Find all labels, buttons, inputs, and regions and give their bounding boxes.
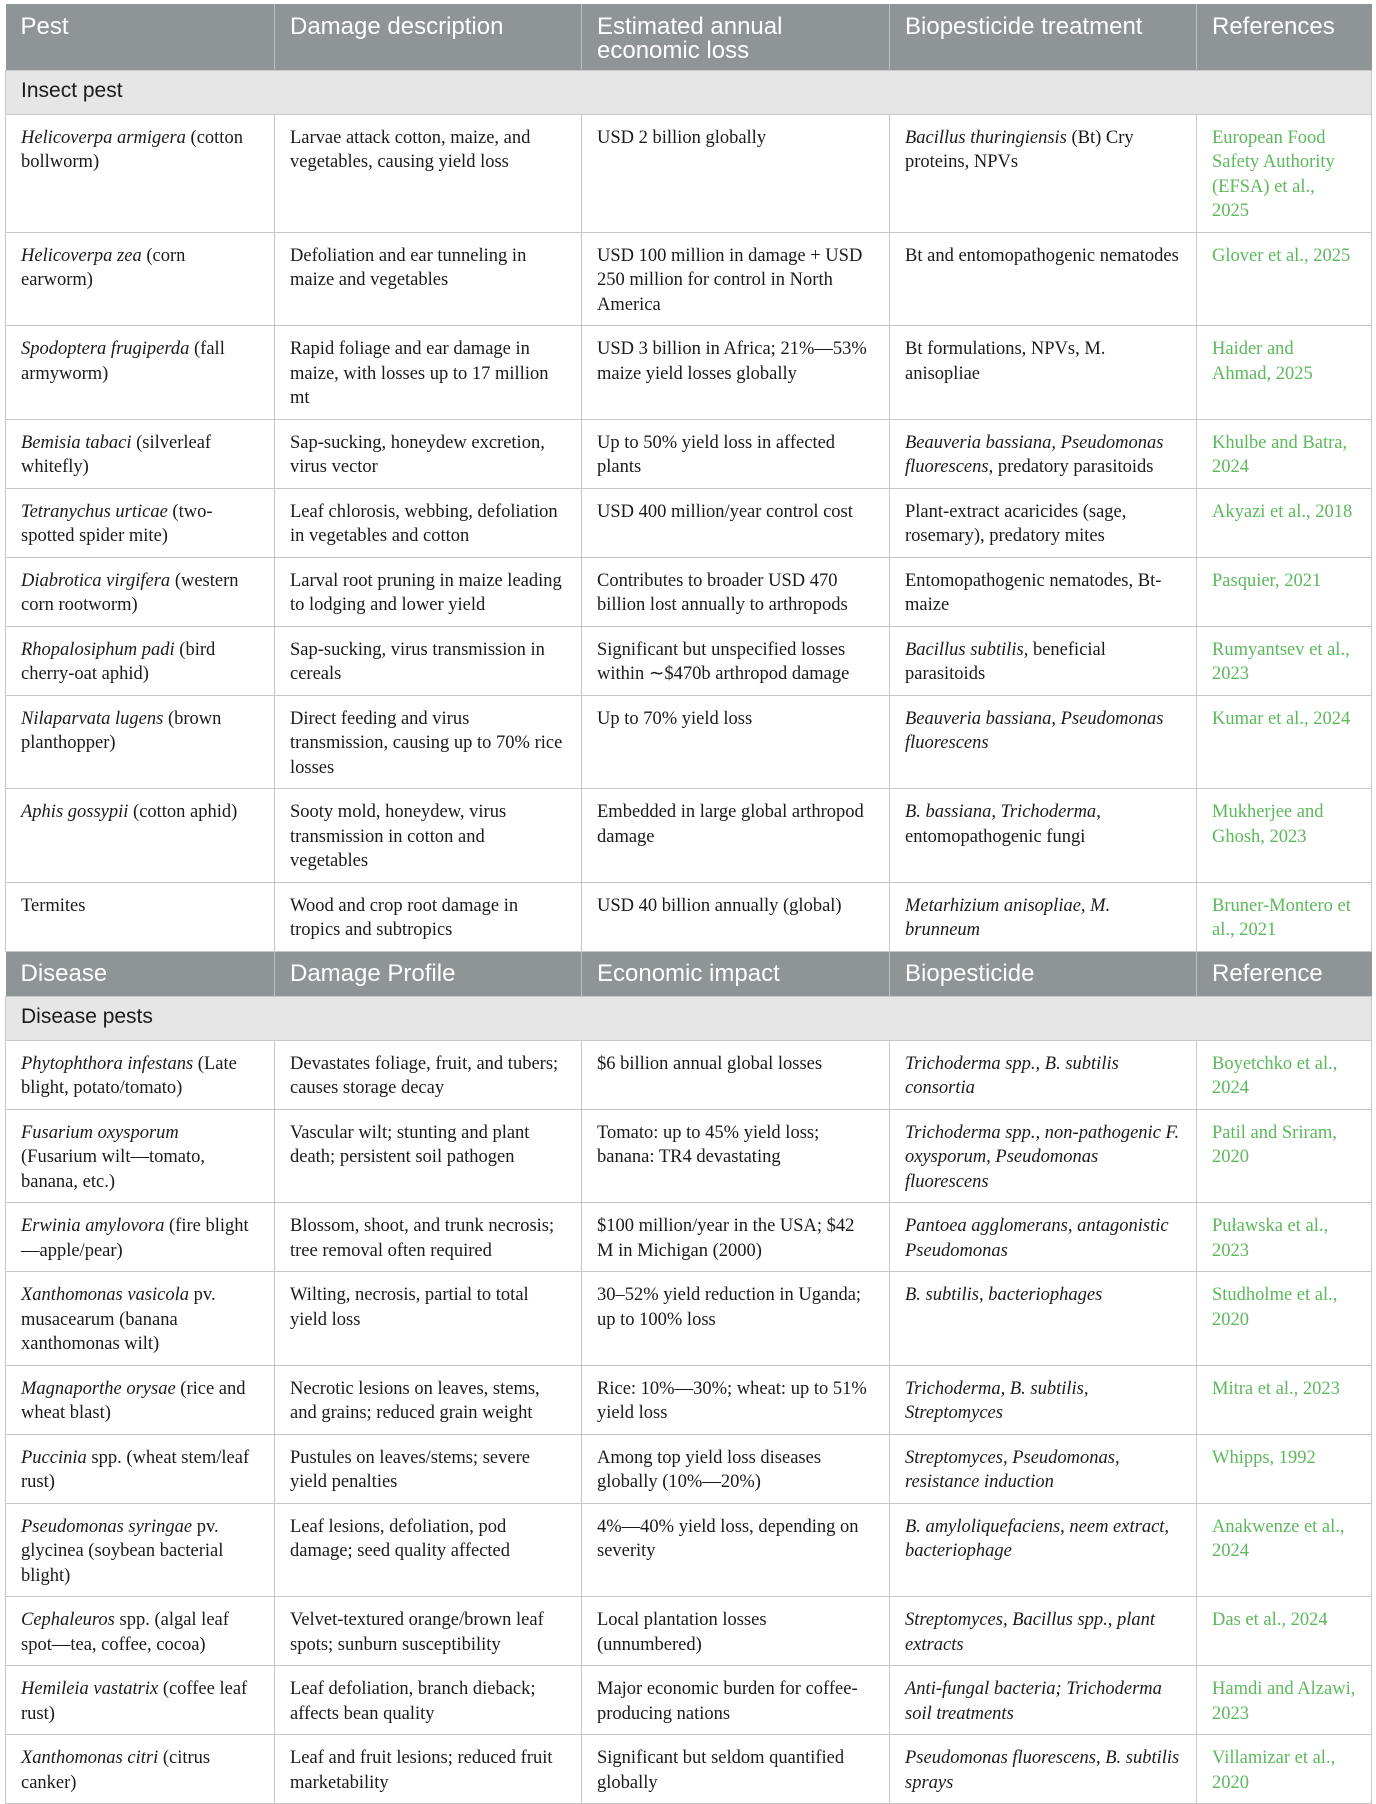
biopesticide-scientific: Streptomyces, Bacillus spp., plant extracts — [905, 1610, 1156, 1655]
table-row — [6, 1365, 1372, 1434]
damage-cell: Velvet-textured orange/brown leaf spots; sunburn susceptibility — [275, 1597, 582, 1666]
reference-link[interactable]: Khulbe and Batra, 2024 — [1197, 419, 1372, 488]
biopesticide-scientific: Bacillus subtilis — [905, 639, 1024, 660]
biopesticide-scientific: Pantoea agglomerans, antagonistic Pseudomonas — [905, 1216, 1169, 1261]
pest-scientific-name: Puccinia — [21, 1447, 87, 1468]
damage-cell: Direct feeding and virus transmission, causing up to 70% rice losses — [275, 695, 582, 789]
pest-cell — [6, 1040, 275, 1109]
biopesticide-cell — [890, 1666, 1197, 1735]
pest-cell — [6, 1666, 275, 1735]
pest-scientific-name: Erwinia amylovora — [21, 1216, 165, 1236]
reference-link[interactable]: Hamdi and Alzawi, 2023 — [1197, 1666, 1372, 1735]
biopesticide-text: Plant-extract acaricides (sage, rosemary), predatory mites — [905, 501, 1127, 546]
biopesticide-text: , entomopathogenic fungi — [905, 802, 1101, 847]
damage-cell: Sap-sucking, virus transmission in cereals — [275, 626, 582, 695]
pest-cell — [6, 1503, 275, 1597]
biopesticide-cell — [890, 232, 1197, 326]
pest-scientific-name: Fusarium oxysporum — [21, 1122, 179, 1143]
pest-scientific-name: Tetranychus urticae — [21, 501, 168, 522]
biopesticide-scientific: B. bassiana, Trichoderma — [905, 802, 1097, 822]
damage-cell: Vascular wilt; stunting and plant death; persistent soil pathogen — [275, 1109, 582, 1203]
biopesticide-cell — [890, 882, 1197, 951]
reference-link[interactable]: Mitra et al., 2023 — [1197, 1365, 1372, 1434]
pest-cell — [6, 695, 275, 789]
table-row — [6, 557, 1372, 626]
biopesticide-cell — [890, 1203, 1197, 1272]
pest-common-name: (coffee leaf rust) — [21, 1679, 248, 1724]
pest-scientific-name: Xanthomonas vasicola — [21, 1285, 190, 1305]
damage-cell: Defoliation and ear tunneling in maize and vegetables — [275, 232, 582, 326]
economic-loss-cell: USD 2 billion globally — [582, 114, 890, 232]
economic-loss-cell: Embedded in large global arthropod damage — [582, 789, 890, 883]
header-economic-impact: Economic impact — [582, 951, 890, 996]
pest-table — [5, 4, 1372, 1804]
biopesticide-cell — [890, 789, 1197, 883]
pest-scientific-name: Diabrotica virgifera — [21, 570, 171, 591]
biopesticide-scientific: Trichoderma spp., B. subtilis consortia — [905, 1053, 1119, 1098]
pest-cell — [6, 789, 275, 883]
pest-cell — [6, 1272, 275, 1366]
damage-cell: Necrotic lesions on leaves, stems, and grains; reduced grain weight — [275, 1365, 582, 1434]
damage-cell: Rapid foliage and ear damage in maize, with losses up to 17 million mt — [275, 326, 582, 420]
pest-common-name: (fire blight—apple/pear) — [21, 1216, 249, 1261]
reference-link[interactable]: Puławska et al., 2023 — [1197, 1203, 1372, 1272]
damage-cell: Larvae attack cotton, maize, and vegetables, causing yield loss — [275, 114, 582, 232]
pest-common-name: (western corn rootworm) — [21, 570, 239, 615]
header-disease: Disease — [6, 951, 275, 996]
damage-cell: Blossom, shoot, and trunk necrosis; tree removal often required — [275, 1203, 582, 1272]
header-reference: Reference — [1197, 951, 1372, 996]
biopesticide-cell — [890, 557, 1197, 626]
damage-cell: Leaf lesions, defoliation, pod damage; seed quality affected — [275, 1503, 582, 1597]
biopesticide-text: Entomopathogenic nematodes, Bt-maize — [905, 570, 1162, 615]
header-references: References — [1197, 4, 1372, 70]
reference-link[interactable]: Glover et al., 2025 — [1197, 232, 1372, 326]
pest-cell — [6, 488, 275, 557]
biopesticide-cell — [890, 1040, 1197, 1109]
pest-common-name: spp. (algal leaf spot—tea, coffee, cocoa) — [21, 1610, 229, 1655]
biopesticide-scientific: Streptomyces, Pseudomonas, resistance induction — [905, 1447, 1120, 1492]
biopesticide-scientific: Anti-fungal bacteria; Trichoderma soil treatments — [905, 1679, 1162, 1724]
pest-cell — [6, 1735, 275, 1804]
pest-scientific-name: Helicoverpa zea — [21, 245, 142, 266]
biopesticide-text: Bt formulations, NPVs, M. anisopliae — [905, 339, 1106, 384]
pest-cell — [6, 1203, 275, 1272]
damage-cell: Leaf defoliation, branch dieback; affects bean quality — [275, 1666, 582, 1735]
header-biopesticide: Biopesticide treatment — [890, 4, 1197, 70]
biopesticide-scientific: Beauveria bassiana, Pseudomonas fluorescens — [905, 432, 1164, 477]
table-row — [6, 114, 1372, 232]
economic-loss-cell: $100 million/year in the USA; $42 M in Michigan (2000) — [582, 1203, 890, 1272]
economic-loss-cell: Up to 50% yield loss in affected plants — [582, 419, 890, 488]
pest-common-name: pv. musacearum (banana xanthomonas wilt) — [21, 1285, 216, 1354]
biopesticide-cell — [890, 1503, 1197, 1597]
reference-link[interactable]: Patil and Sriram, 2020 — [1197, 1109, 1372, 1203]
pest-scientific-name: Spodoptera frugiperda — [21, 339, 190, 359]
table-row — [6, 1203, 1372, 1272]
biopesticide-cell — [890, 1109, 1197, 1203]
biopesticide-cell — [890, 488, 1197, 557]
economic-loss-cell: Tomato: up to 45% yield loss; banana: TR4 devastating — [582, 1109, 890, 1203]
pest-scientific-name: Cephaleuros — [21, 1610, 115, 1630]
pest-common-name: (brown planthopper) — [21, 708, 222, 753]
table-row — [6, 488, 1372, 557]
economic-loss-cell: USD 100 million in damage + USD 250 million for control in North America — [582, 232, 890, 326]
table-row — [6, 1040, 1372, 1109]
pest-common-name: (corn earworm) — [21, 245, 186, 290]
biopesticide-scientific: Trichoderma spp., non-pathogenic F. oxysporum, Pseudomonas fluorescens — [905, 1122, 1180, 1192]
biopesticide-cell — [890, 1735, 1197, 1804]
economic-loss-cell: Significant but unspecified losses within ∼$470b arthropod damage — [582, 626, 890, 695]
pest-common-name: (Fusarium wilt—tomato, banana, etc.) — [21, 1147, 205, 1192]
table-row — [6, 626, 1372, 695]
economic-loss-cell: USD 400 million/year control cost — [582, 488, 890, 557]
section-label-disease: Disease pests — [6, 996, 1372, 1040]
pest-scientific-name: Aphis gossypii — [21, 802, 129, 822]
economic-loss-cell: $6 billion annual global losses — [582, 1040, 890, 1109]
table-row — [6, 419, 1372, 488]
reference-link[interactable]: Anakwenze et al., 2024 — [1197, 1503, 1372, 1597]
damage-cell: Wilting, necrosis, partial to total yield loss — [275, 1272, 582, 1366]
damage-cell: Leaf chlorosis, webbing, defoliation in vegetables and cotton — [275, 488, 582, 557]
table-header-row — [6, 4, 1372, 70]
biopesticide-cell — [890, 626, 1197, 695]
section-label-insect: Insect pest — [6, 70, 1372, 114]
pest-scientific-name: Helicoverpa armigera — [21, 127, 186, 148]
biopesticide-text: Bt and entomopathogenic nematodes — [905, 245, 1179, 266]
table-row — [6, 1735, 1372, 1804]
pest-scientific-name: Hemileia vastatrix — [21, 1679, 159, 1699]
reference-link[interactable]: Pasquier, 2021 — [1197, 557, 1372, 626]
table-row — [6, 1666, 1372, 1735]
pest-cell — [6, 232, 275, 326]
biopesticide-cell — [890, 419, 1197, 488]
biopesticide-scientific: B. subtilis, bacteriophages — [905, 1285, 1103, 1305]
table-row — [6, 1272, 1372, 1366]
pest-scientific-name: Magnaporthe orysae — [21, 1378, 176, 1399]
pest-cell — [6, 114, 275, 232]
pest-cell — [6, 1597, 275, 1666]
pest-cell — [6, 1365, 275, 1434]
biopesticide-cell — [890, 1597, 1197, 1666]
reference-link[interactable]: Studholme et al., 2020 — [1197, 1272, 1372, 1366]
pest-common-name: (silverleaf whitefly) — [21, 432, 212, 477]
table-row — [6, 1434, 1372, 1503]
reference-link[interactable]: Villamizar et al., 2020 — [1197, 1735, 1372, 1804]
economic-loss-cell: Significant but seldom quantified globally — [582, 1735, 890, 1804]
pest-common-name: (cotton aphid) — [128, 802, 238, 822]
pest-cell — [6, 1434, 275, 1503]
pest-common-name: (citrus canker) — [21, 1748, 211, 1793]
biopesticide-cell — [890, 1434, 1197, 1503]
damage-cell: Sooty mold, honeydew, virus transmission in cotton and vegetables — [275, 789, 582, 883]
biopesticide-scientific: Bacillus thuringiensis — [905, 127, 1067, 148]
economic-loss-cell: Up to 70% yield loss — [582, 695, 890, 789]
pest-scientific-name: Phytophthora infestans — [21, 1053, 194, 1074]
damage-cell: Wood and crop root damage in tropics and subtropics — [275, 882, 582, 951]
economic-loss-cell: Among top yield loss diseases globally (10%—20%) — [582, 1434, 890, 1503]
biopesticide-cell — [890, 114, 1197, 232]
biopesticide-text: , predatory parasitoids — [988, 457, 1154, 477]
economic-loss-cell: 4%—40% yield loss, depending on severity — [582, 1503, 890, 1597]
pest-scientific-name: Xanthomonas citri — [21, 1748, 159, 1768]
reference-link[interactable]: European Food Safety Authority (EFSA) et al., 2025 — [1197, 114, 1372, 232]
biopesticide-scientific: B. amyloliquefaciens, neem extract, bacteriophage — [905, 1516, 1170, 1561]
section-row-insect — [6, 70, 1372, 114]
pest-common-name: (fall armyworm) — [21, 339, 225, 384]
biopesticide-cell — [890, 1365, 1197, 1434]
table-row — [6, 1109, 1372, 1203]
biopesticide-cell — [890, 326, 1197, 420]
economic-loss-cell: USD 3 billion in Africa; 21%—53% maize yield losses globally — [582, 326, 890, 420]
damage-cell: Devastates foliage, fruit, and tubers; causes storage decay — [275, 1040, 582, 1109]
pest-common-name: (Late blight, potato/tomato) — [21, 1053, 237, 1098]
header-damage-description: Damage description — [275, 4, 582, 70]
reference-link[interactable]: Haider and Ahmad, 2025 — [1197, 326, 1372, 420]
damage-cell: Pustules on leaves/stems; severe yield penalties — [275, 1434, 582, 1503]
header-biopesticide-2: Biopesticide — [890, 951, 1197, 996]
reference-link[interactable]: Kumar et al., 2024 — [1197, 695, 1372, 789]
reference-link[interactable]: Das et al., 2024 — [1197, 1597, 1372, 1666]
pest-cell — [6, 326, 275, 420]
table-row — [6, 326, 1372, 420]
damage-cell: Larval root pruning in maize leading to lodging and lower yield — [275, 557, 582, 626]
pest-cell — [6, 626, 275, 695]
header-economic-loss: Estimated annual economic loss — [582, 4, 890, 70]
damage-cell: Leaf and fruit lesions; reduced fruit marketability — [275, 1735, 582, 1804]
table-row — [6, 882, 1372, 951]
economic-loss-cell: Rice: 10%—30%; wheat: up to 51% yield loss — [582, 1365, 890, 1434]
pest-common-name: pv. glycinea (soybean bacterial blight) — [21, 1516, 224, 1586]
economic-loss-cell: Local plantation losses (unnumbered) — [582, 1597, 890, 1666]
pest-common-name: (cotton bollworm) — [21, 127, 243, 172]
damage-cell: Sap-sucking, honeydew excretion, virus vector — [275, 419, 582, 488]
table-row — [6, 232, 1372, 326]
pest-common-name: (bird cherry-oat aphid) — [21, 639, 216, 684]
pest-scientific-name: Rhopalosiphum padi — [21, 639, 175, 660]
table-row — [6, 789, 1372, 883]
table-subheader-row — [6, 951, 1372, 996]
pest-cell — [6, 557, 275, 626]
pest-scientific-name: Bemisia tabaci — [21, 432, 132, 453]
pest-common-name: (rice and wheat blast) — [21, 1378, 246, 1423]
biopesticide-scientific: Metarhizium anisopliae, M. brunneum — [905, 895, 1111, 940]
economic-loss-cell: USD 40 billion annually (global) — [582, 882, 890, 951]
table-row — [6, 695, 1372, 789]
pest-scientific-name: Nilaparvata lugens — [21, 708, 164, 729]
economic-loss-cell: Contributes to broader USD 470 billion lost annually to arthropods — [582, 557, 890, 626]
pest-cell — [6, 882, 275, 951]
biopesticide-cell — [890, 695, 1197, 789]
biopesticide-scientific: Trichoderma, B. subtilis, Streptomyces — [905, 1378, 1089, 1423]
section-row-disease — [6, 996, 1372, 1040]
reference-link[interactable]: Akyazi et al., 2018 — [1197, 488, 1372, 557]
biopesticide-scientific: Pseudomonas fluorescens, B. subtilis sprays — [905, 1748, 1180, 1793]
header-damage-profile: Damage Profile — [275, 951, 582, 996]
pest-common-name: spp. (wheat stem/leaf rust) — [21, 1447, 250, 1492]
reference-link[interactable]: Whipps, 1992 — [1197, 1434, 1372, 1503]
economic-loss-cell: Major economic burden for coffee-producing nations — [582, 1666, 890, 1735]
biopesticide-scientific: Beauveria bassiana, Pseudomonas fluorescens — [905, 708, 1164, 753]
biopesticide-text: , beneficial parasitoids — [905, 639, 1106, 684]
reference-link[interactable]: Bruner-Montero et al., 2021 — [1197, 882, 1372, 951]
pest-common-name: (two-spotted spider mite) — [21, 501, 213, 546]
pest-common-name: Termites — [21, 895, 86, 916]
table-row — [6, 1503, 1372, 1597]
biopesticide-cell — [890, 1272, 1197, 1366]
pest-cell — [6, 1109, 275, 1203]
reference-link[interactable]: Mukherjee and Ghosh, 2023 — [1197, 789, 1372, 883]
header-pest: Pest — [6, 4, 275, 70]
reference-link[interactable]: Rumyantsev et al., 2023 — [1197, 626, 1372, 695]
biopesticide-text: (Bt) Cry proteins, NPVs — [905, 127, 1134, 172]
table-row — [6, 1597, 1372, 1666]
reference-link[interactable]: Boyetchko et al., 2024 — [1197, 1040, 1372, 1109]
pest-scientific-name: Pseudomonas syringae — [21, 1516, 193, 1537]
pest-cell — [6, 419, 275, 488]
economic-loss-cell: 30–52% yield reduction in Uganda; up to 100% loss — [582, 1272, 890, 1366]
